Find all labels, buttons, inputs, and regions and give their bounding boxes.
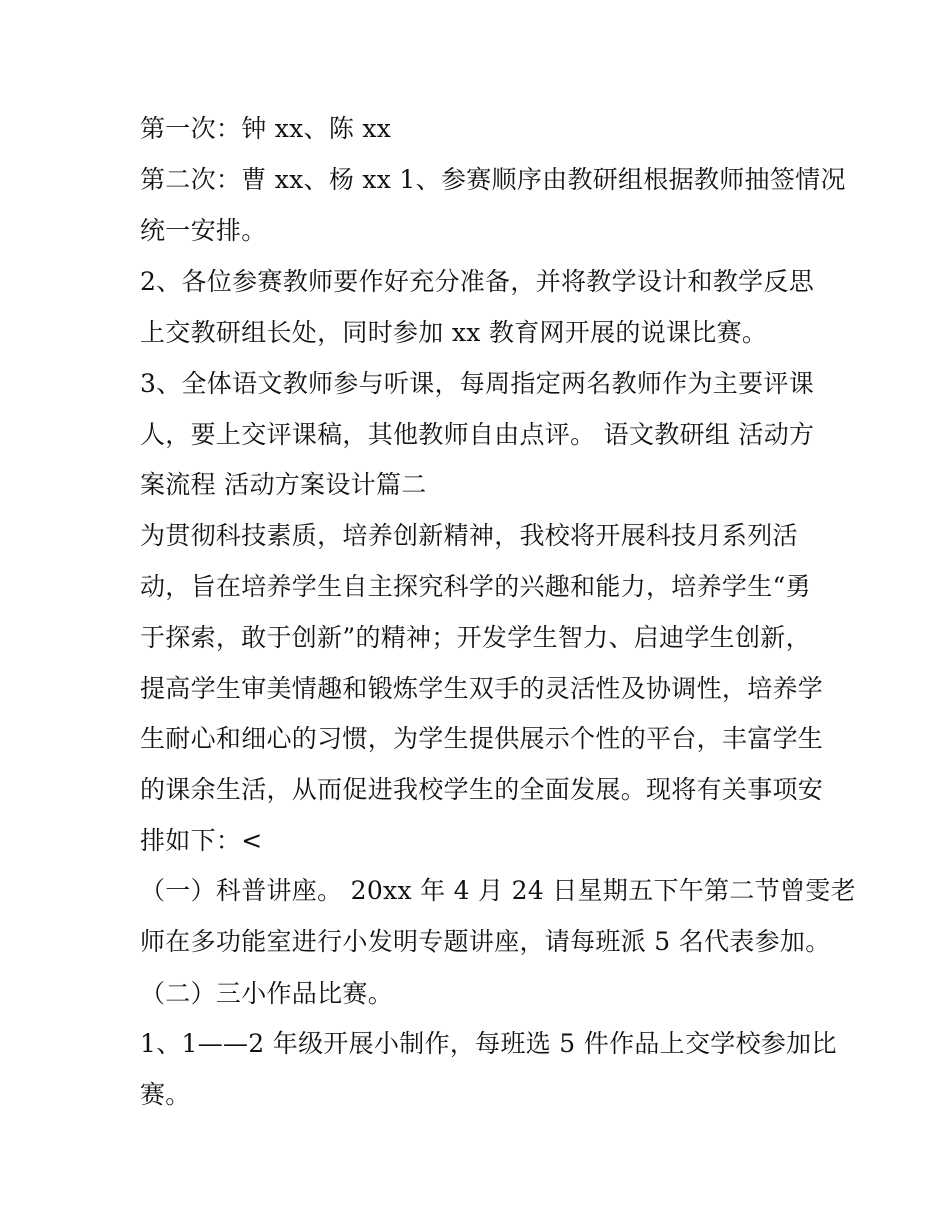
text-line: 赛。 bbox=[140, 1080, 191, 1109]
text-line: 于探索，敢于创新”的精神；开发学生智力、启迪学生创新， bbox=[140, 623, 811, 652]
text-line: 人，要上交评课稿，其他教师自由点评。 语文教研组 活动方 bbox=[140, 420, 815, 449]
text-line: 统一安排。 bbox=[140, 216, 267, 245]
text-line: 上交教研组长处，同时参加 xx 教育网开展的说课比赛。 bbox=[140, 318, 768, 347]
text-line: 动，旨在培养学生自主探究科学的兴趣和能力，培养学生“勇 bbox=[140, 572, 811, 601]
text-line: （二）三小作品比赛。 bbox=[140, 979, 394, 1008]
text-line: 提高学生审美情趣和锻炼学生双手的灵活性及协调性，培养学 bbox=[140, 674, 824, 703]
text-line: 3、全体语文教师参与听课，每周指定两名教师作为主要评课 bbox=[140, 369, 815, 398]
text-line: 为贯彻科技素质，培养创新精神，我校将开展科技月系列活 bbox=[140, 521, 798, 550]
text-line: （一）科普讲座。 20xx 年 4 月 24 日星期五下午第二节曾雯老 bbox=[140, 876, 856, 905]
text-line: 生耐心和细心的习惯，为学生提供展示个性的平台，丰富学生 bbox=[140, 724, 824, 753]
text-line: 1、1——2 年级开展小制作，每班选 5 件作品上交学校参加比 bbox=[140, 1029, 837, 1058]
text-line: 排如下：< bbox=[140, 826, 263, 855]
text-line: 第一次：钟 xx、陈 xx bbox=[140, 114, 392, 143]
text-line: 师在多功能室进行小发明专题讲座，请每班派 5 名代表参加。 bbox=[140, 927, 831, 956]
text-line: 第二次：曹 xx、杨 xx 1、参赛顺序由教研组根据教师抽签情况 bbox=[140, 165, 846, 194]
text-line: 案流程 活动方案设计篇二 bbox=[140, 470, 427, 499]
text-line: 的课余生活，从而促进我校学生的全面发展。现将有关事项安 bbox=[140, 775, 824, 804]
text-line: 2、各位参赛教师要作好充分准备，并将教学设计和教学反思 bbox=[140, 267, 815, 296]
